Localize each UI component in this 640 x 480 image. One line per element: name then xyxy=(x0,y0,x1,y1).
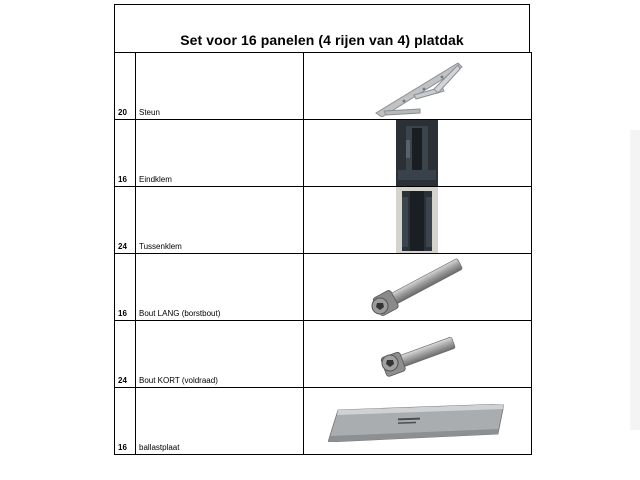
parts-list-sheet xyxy=(114,4,530,471)
quantity-cell: 16 xyxy=(115,388,136,455)
part-name-cell: Tussenklem xyxy=(136,187,304,254)
angled-support-bracket-icon xyxy=(374,59,464,117)
parts-table xyxy=(114,52,532,455)
quantity-cell: 20 xyxy=(115,53,136,120)
image-cell xyxy=(304,254,532,321)
part-name-cell: Bout KORT (voldraad) xyxy=(136,321,304,388)
page-title: Set voor 16 panelen (4 rijen van 4) platdak xyxy=(180,32,464,48)
title-cell xyxy=(114,4,530,52)
part-name-cell: ballastplaat xyxy=(136,388,304,455)
image-cell xyxy=(304,321,532,388)
end-clamp-icon xyxy=(396,120,438,186)
part-name-cell: Eindklem xyxy=(136,120,304,187)
image-cell xyxy=(304,388,532,455)
table-row xyxy=(115,120,532,187)
part-name-cell: Steun xyxy=(136,53,304,120)
short-bolt-icon xyxy=(376,331,462,381)
table-row xyxy=(115,254,532,321)
quantity-cell: 24 xyxy=(115,187,136,254)
part-name-cell: Bout LANG (borstbout) xyxy=(136,254,304,321)
image-cell xyxy=(304,120,532,187)
table-row xyxy=(115,187,532,254)
quantity-cell: 24 xyxy=(115,321,136,388)
image-cell xyxy=(304,187,532,254)
table-row xyxy=(115,53,532,120)
image-cell xyxy=(304,53,532,120)
table-row xyxy=(115,388,532,455)
long-bolt-icon xyxy=(366,254,470,320)
edge-shadow xyxy=(630,130,640,430)
table-row xyxy=(115,321,532,388)
quantity-cell: 16 xyxy=(115,120,136,187)
mid-clamp-icon xyxy=(396,187,438,253)
quantity-cell: 16 xyxy=(115,254,136,321)
ballast-plate-icon xyxy=(328,404,504,442)
